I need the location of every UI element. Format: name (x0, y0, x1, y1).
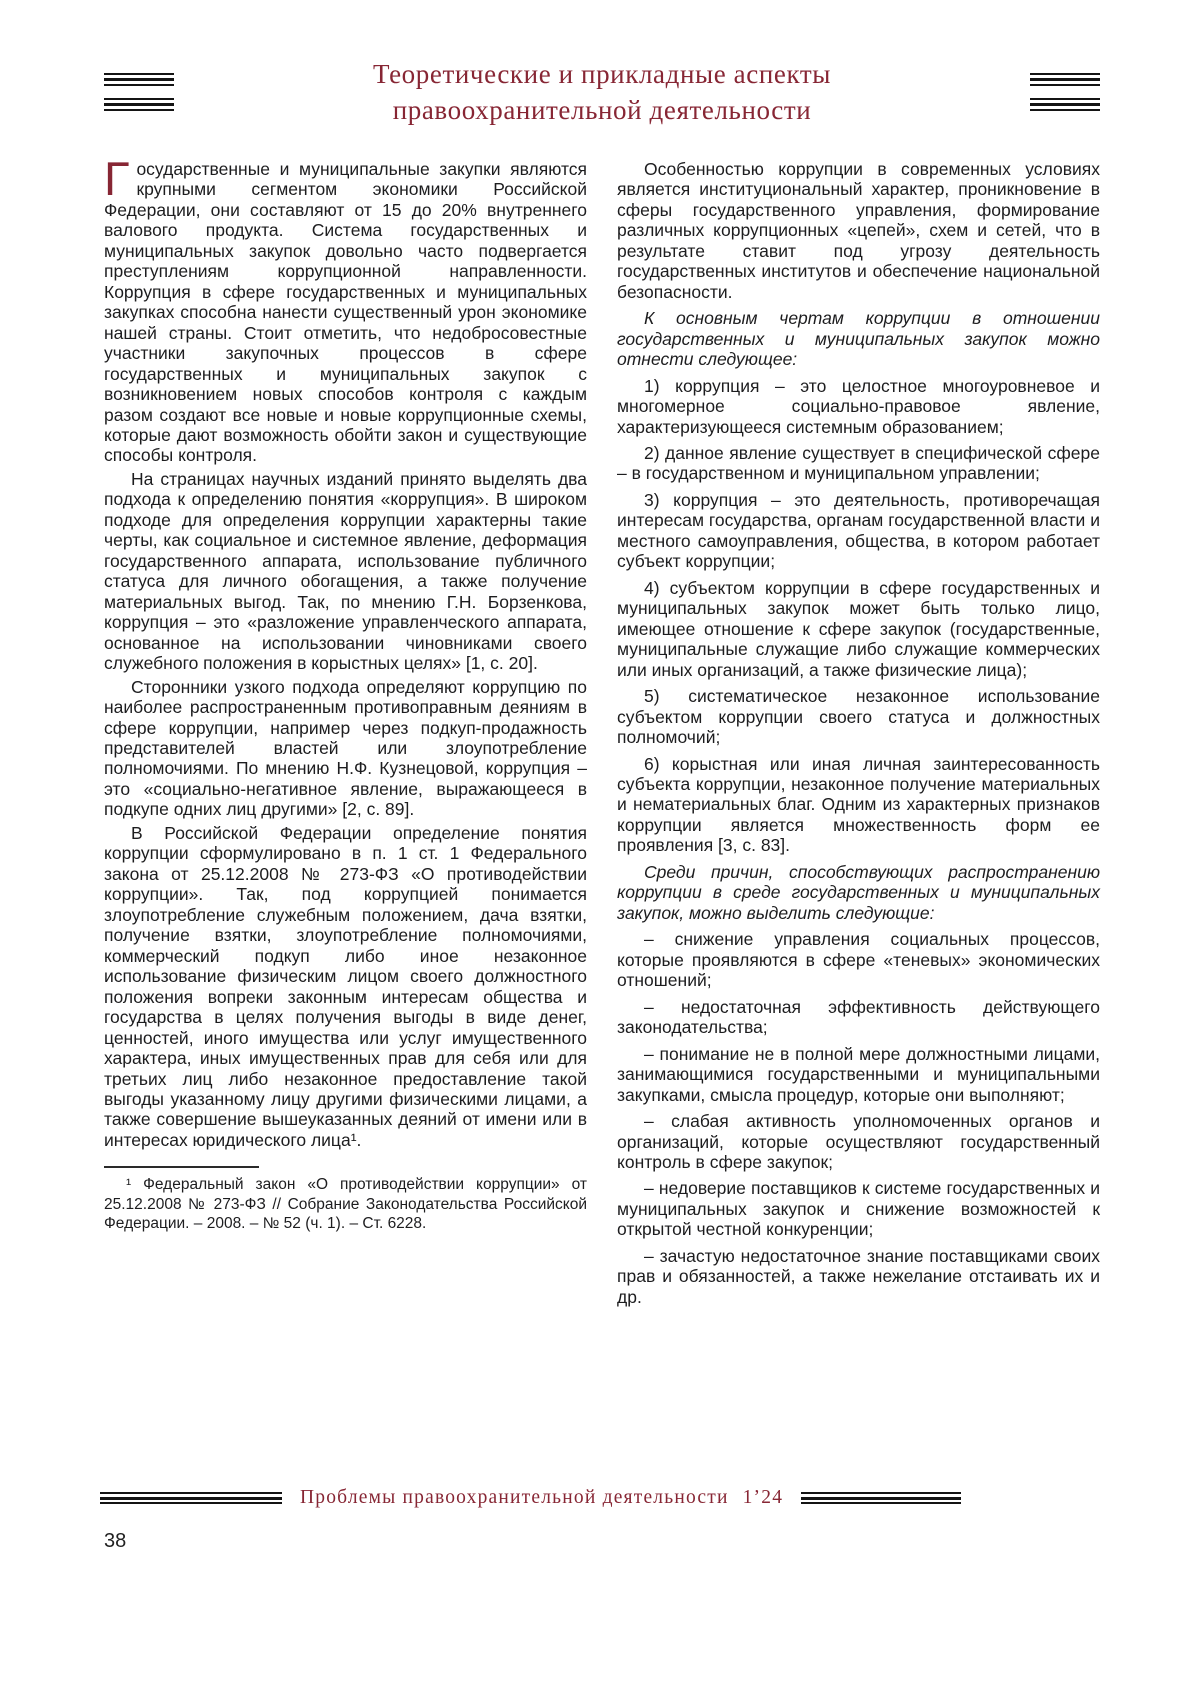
article-body (104, 151, 1100, 1313)
dash-item: – слабая активность уполномоченных органов и организаций, которые осуществляют государственный контроль в сфере закупок; (617, 1111, 1100, 1172)
rule-lines-icon (100, 1492, 282, 1504)
header-ornament-left (104, 73, 174, 111)
footer-issue-number: 1’24 (742, 1487, 784, 1508)
paragraph: Особенностью коррупции в современных условиях является институциональный характер, проникновение в сферы государственного управления, формирование различных коррупционных «цепей», схем и сетей, что в результате ставит под угрозу деятельность государственных институтов и обеспечение национальной безопасности. (617, 158, 1100, 302)
drop-cap: Г (104, 151, 130, 205)
footnote: ¹ Федеральный закон «О противодействии коррупции» от 25.12.2008 № 273-ФЗ // Собрание Законодательства Российской Федерации. – 2008. – № 52 (ч. 1). – Ст. 6228. (104, 1176, 587, 1232)
rule-lines-icon (104, 73, 174, 86)
dash-item: – недоверие поставщиков к системе государственных и муниципальных закупок и снижение возможностей к открытой честной конкуренции; (617, 1178, 1100, 1240)
paragraph: Сторонники узкого подхода определяют коррупцию по наиболее распространенным противоправным деяниям в сфере коррупции, например через подкуп-продажность представителей властей или злоупотребление полномочиями. По мнению Н.Ф. Кузнецовой, коррупция – это «социально-негативное явление, выражающееся в подкупе одних лиц другими» [2, с. 89]. (104, 676, 587, 820)
page-footer (100, 1487, 984, 1509)
lead-paragraph: К основным чертам коррупции в отношении государственных и муниципальных закупок можно отнести следующее: (617, 308, 1100, 370)
dash-item: – понимание не в полной мере должностными лицами, занимающимися государственными и муниципальными закупками, смысла процедур, которые они выполняют; (617, 1043, 1100, 1105)
numbered-item: 2) данное явление существует в специфической сфере – в государственном и муниципальном управлении; (617, 442, 1100, 484)
paragraph: На страницах научных изданий принято выделять два подхода к определению понятия «коррупция». В широком подходе для определения коррупции характерны такие черты, как социальное и системное явление, деформация государственного аппарата, использование публичного статуса для личного обогащения, а также получение материальных выгод. Так, по мнению Г.Н. Борзенкова, коррупция – это «разложение управленческого аппарата, основанное на использовании чиновниками своего служебного положения в корыстных целях» [1, с. 20]. (104, 468, 587, 674)
paragraph: В Российской Федерации определение понятия коррупции сформулировано в п. 1 ст. 1 Федерального закона от 25.12.2008 № 273-ФЗ «О противодействии коррупции». Так, под коррупцией понимается злоупотребление служебным положением, дача взятки, получение взятки, злоупотребление полномочиями, коммерческий подкуп либо иное незаконное использование физическим лицом своего должностного положения вопреки законным интересам общества и государства в целях получения выгоды в виде денег, ценностей, иного имущества или услуг имущественного характера, иных имущественных прав для себя или для третьих лиц либо незаконное предоставление такой выгоды указанному лицу другими физическими лицами, а также совершение вышеуказанных деяний от имени или в интересах юридического лица¹. (104, 822, 587, 1150)
footnote-separator (104, 1166, 259, 1168)
rule-lines-icon (104, 98, 174, 111)
paragraph-text: осударственные и муниципальные закупки являются крупными сегментом экономики Российской Федерации, они составляют от 15 до 20% внутреннего валового продукта. Система государственных и муниципальных закупок довольно часто подвергается преступлениям коррупционной направленности. Коррупция в сфере государственных и муниципальных закупках способна нанести существенный урон экономике нашей страны. Стоит отметить, что недобросовестные участники закупочных процессов в сфере государственных и муниципальных закупок с возникновением новых способов контроля с каждым разом создают все новые и новые коррупционные схемы, которые дают возможность обойти закон и существующие способы контроля. (104, 158, 587, 466)
right-column (617, 159, 1100, 1313)
page-number: 38 (104, 1530, 127, 1552)
title-line-1: Теоретические и прикладные аспекты (373, 59, 831, 89)
footer-journal-name: Проблемы правоохранительной деятельности (300, 1487, 729, 1508)
journal-section-title (186, 56, 1018, 129)
lead-paragraph: Среди причин, способствующих распространению коррупции в среде государственных и муниципальных закупок, можно выделить следующие: (617, 861, 1100, 923)
dash-item: – зачастую недостаточное знание поставщиками своих прав и обязанностей, а также нежелание отстаивать их и др. (617, 1245, 1100, 1307)
dash-item: – снижение управления социальных процессов, которые проявляются в сфере «теневых» экономических отношений; (617, 929, 1100, 991)
title-line-2: правоохранительной деятельности (392, 95, 812, 126)
numbered-item: 3) коррупция – это деятельность, противоречащая интересам государства, органам государственной власти и местного самоуправления, общества, в котором работает субъект коррупции; (617, 489, 1100, 572)
journal-footer-title (300, 1487, 783, 1509)
numbered-item: 1) коррупция – это целостное многоуровневое и многомерное социально-правовое явление, характеризующееся системным образованием; (617, 375, 1100, 437)
dash-item: – недостаточная эффективность действующего законодательства; (617, 996, 1100, 1038)
header-ornament-right (1030, 73, 1100, 111)
page-header (104, 56, 1100, 129)
left-column (104, 151, 587, 1313)
rule-lines-icon (1030, 73, 1100, 86)
paragraph (104, 151, 587, 466)
numbered-item: 6) корыстная или иная личная заинтересованность субъекта коррупции, незаконное получение материальных и нематериальных благ. Одним из характерных признаков коррупции является множественность форм ее проявления [3, с. 83]. (617, 753, 1100, 856)
rule-lines-icon (1030, 98, 1100, 111)
rule-lines-icon (801, 1492, 961, 1504)
numbered-item: 5) систематическое незаконное использование субъектом коррупции своего статуса и должностных полномочий; (617, 686, 1100, 748)
numbered-item: 4) субъектом коррупции в сфере государственных и муниципальных закупок может быть только лицо, имеющее отношение к сфере закупок (государственные, муниципальные служащие либо служащие коммерческих или иных организаций, а также физические лица); (617, 577, 1100, 680)
